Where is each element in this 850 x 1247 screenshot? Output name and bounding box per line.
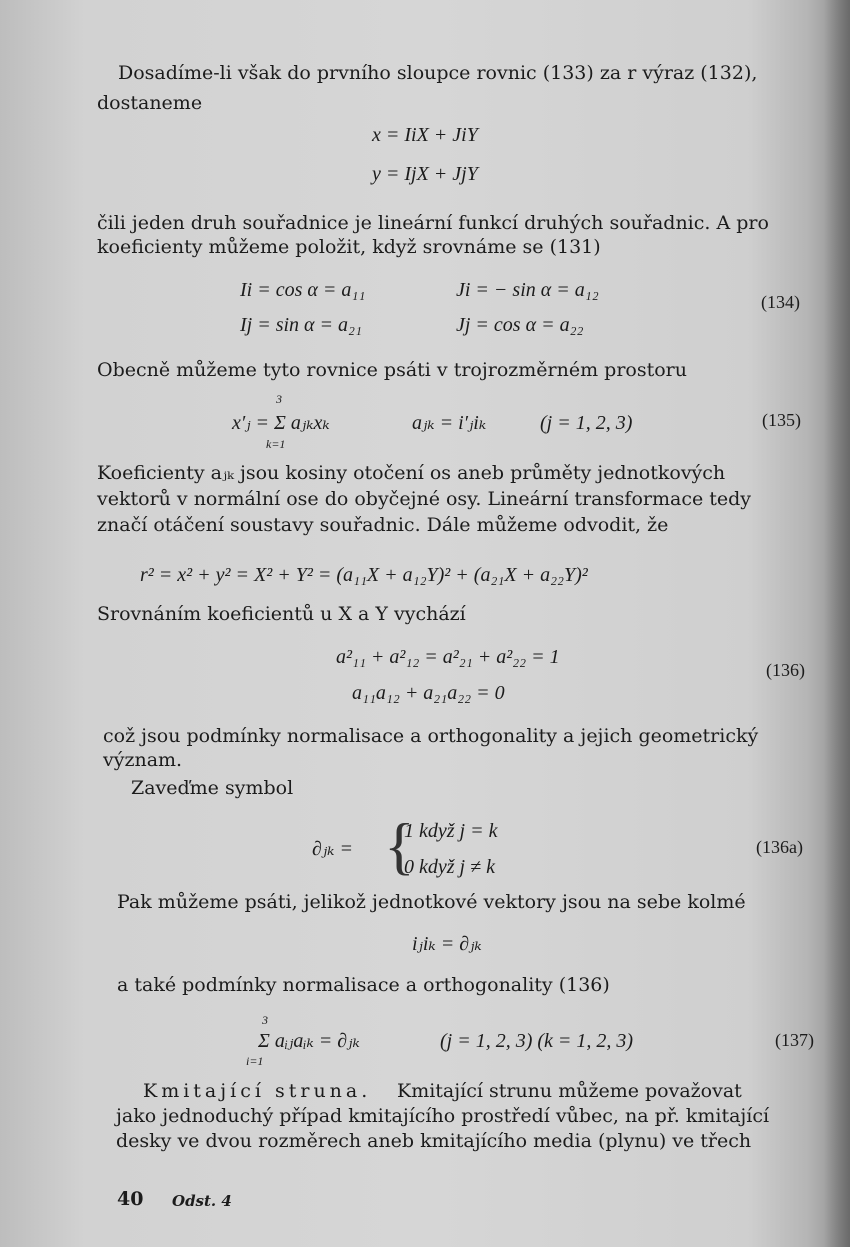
text-line: dostaneme [97, 92, 203, 114]
equation-number-137: (137) [775, 1030, 814, 1050]
text-line: Srovnáním koeficientů u X a Y vychází [97, 603, 466, 625]
equation-135-coefficient: aⱼₖ = i′ⱼiₖ [412, 412, 487, 434]
text-line: vektorů v normální ose do obyčejné osy. Lineární transformace tedy [97, 488, 752, 510]
equation-134-row2-right: Jj = cos α = a₂₂ [456, 314, 584, 336]
text-line: význam. [103, 749, 183, 771]
equation-137-sum: Σ aᵢⱼaᵢₖ = ∂ⱼₖ [258, 1030, 360, 1052]
text-line: značí otáčení soustavy souřadnic. Dále můžeme odvodit, že [97, 514, 669, 536]
equation-134-row1-right: Ji = − sin α = a₁₂ [456, 279, 599, 301]
text-line: Kmitající strunu můžeme považovat [397, 1080, 742, 1102]
text-line: Zaveďme symbol [131, 777, 294, 799]
text-line: Pak můžeme psáti, jelikož jednotkové vektory jsou na sebe kolmé [117, 891, 746, 913]
equation-r-squared: r² = x² + y² = X² + Y² = (a₁₁X + a₁₂Y)² + (a₂₁X + a₂₂Y)² [140, 564, 588, 586]
equation-x: x = IiX + JiY [372, 124, 478, 146]
sum-upper-limit: 3 [276, 392, 282, 406]
text-line: a také podmínky normalisace a orthogonality (136) [117, 974, 610, 996]
equation-135-sum: x′ⱼ = Σ aⱼₖxₖ [232, 412, 330, 434]
equation-136a-case1: 1 když j = k [404, 820, 498, 842]
equation-number-136: (136) [766, 660, 805, 680]
text-line: desky ve dvou rozměrech aneb kmitajícího media (plynu) ve třech [116, 1130, 752, 1152]
equation-number-135: (135) [762, 410, 801, 430]
text-line: což jsou podmínky normalisace a orthogonality a jejich geometrický [103, 725, 759, 747]
sum-lower-limit: i=1 [246, 1054, 264, 1068]
equation-number-136a: (136a) [756, 837, 803, 857]
equation-137-range: (j = 1, 2, 3) (k = 1, 2, 3) [440, 1030, 634, 1052]
equation-136-row1: a²₁₁ + a²₁₂ = a²₂₁ + a²₂₂ = 1 [336, 646, 560, 668]
section-reference: Odst. 4 [172, 1192, 232, 1210]
equation-136-row2: a₁₁a₁₂ + a₂₁a₂₂ = 0 [352, 682, 505, 704]
equation-136a-lhs: ∂ⱼₖ = [312, 838, 353, 860]
sum-lower-limit: k=1 [266, 437, 286, 451]
equation-unit-vectors: iⱼiₖ = ∂ⱼₖ [412, 933, 482, 955]
text-line: Koeficienty aⱼₖ jsou kosiny otočení os aneb průměty jednotkových [97, 462, 726, 484]
equation-135-range: (j = 1, 2, 3) [540, 412, 633, 434]
text-line: koeficienty můžeme položit, když srovnáme se (131) [97, 236, 601, 258]
section-heading: Kmitající struna. [143, 1080, 372, 1102]
equation-134-row2-left: Ij = sin α = a₂₁ [240, 314, 362, 336]
text-line: Dosadíme-li však do prvního sloupce rovnic (133) za r výraz (132), [118, 62, 758, 84]
equation-134-row1-left: Ii = cos α = a₁₁ [240, 279, 366, 301]
left-brace-icon: { [384, 810, 415, 881]
equation-136a-case2: 0 když j ≠ k [404, 856, 495, 878]
equation-number-134: (134) [761, 292, 800, 312]
text-line: jako jednoduchý případ kmitajícího prostředí vůbec, na př. kmitající [116, 1105, 770, 1127]
text-line: čili jeden druh souřadnice je lineární funkcí druhých souřadnic. A pro [97, 212, 769, 234]
page-number: 40 [117, 1188, 144, 1210]
page-edge-shadow [824, 0, 850, 1247]
equation-y: y = IjX + JjY [372, 163, 478, 185]
text-line: Obecně můžeme tyto rovnice psáti v trojrozměrném prostoru [97, 359, 687, 381]
sum-upper-limit: 3 [262, 1013, 268, 1027]
